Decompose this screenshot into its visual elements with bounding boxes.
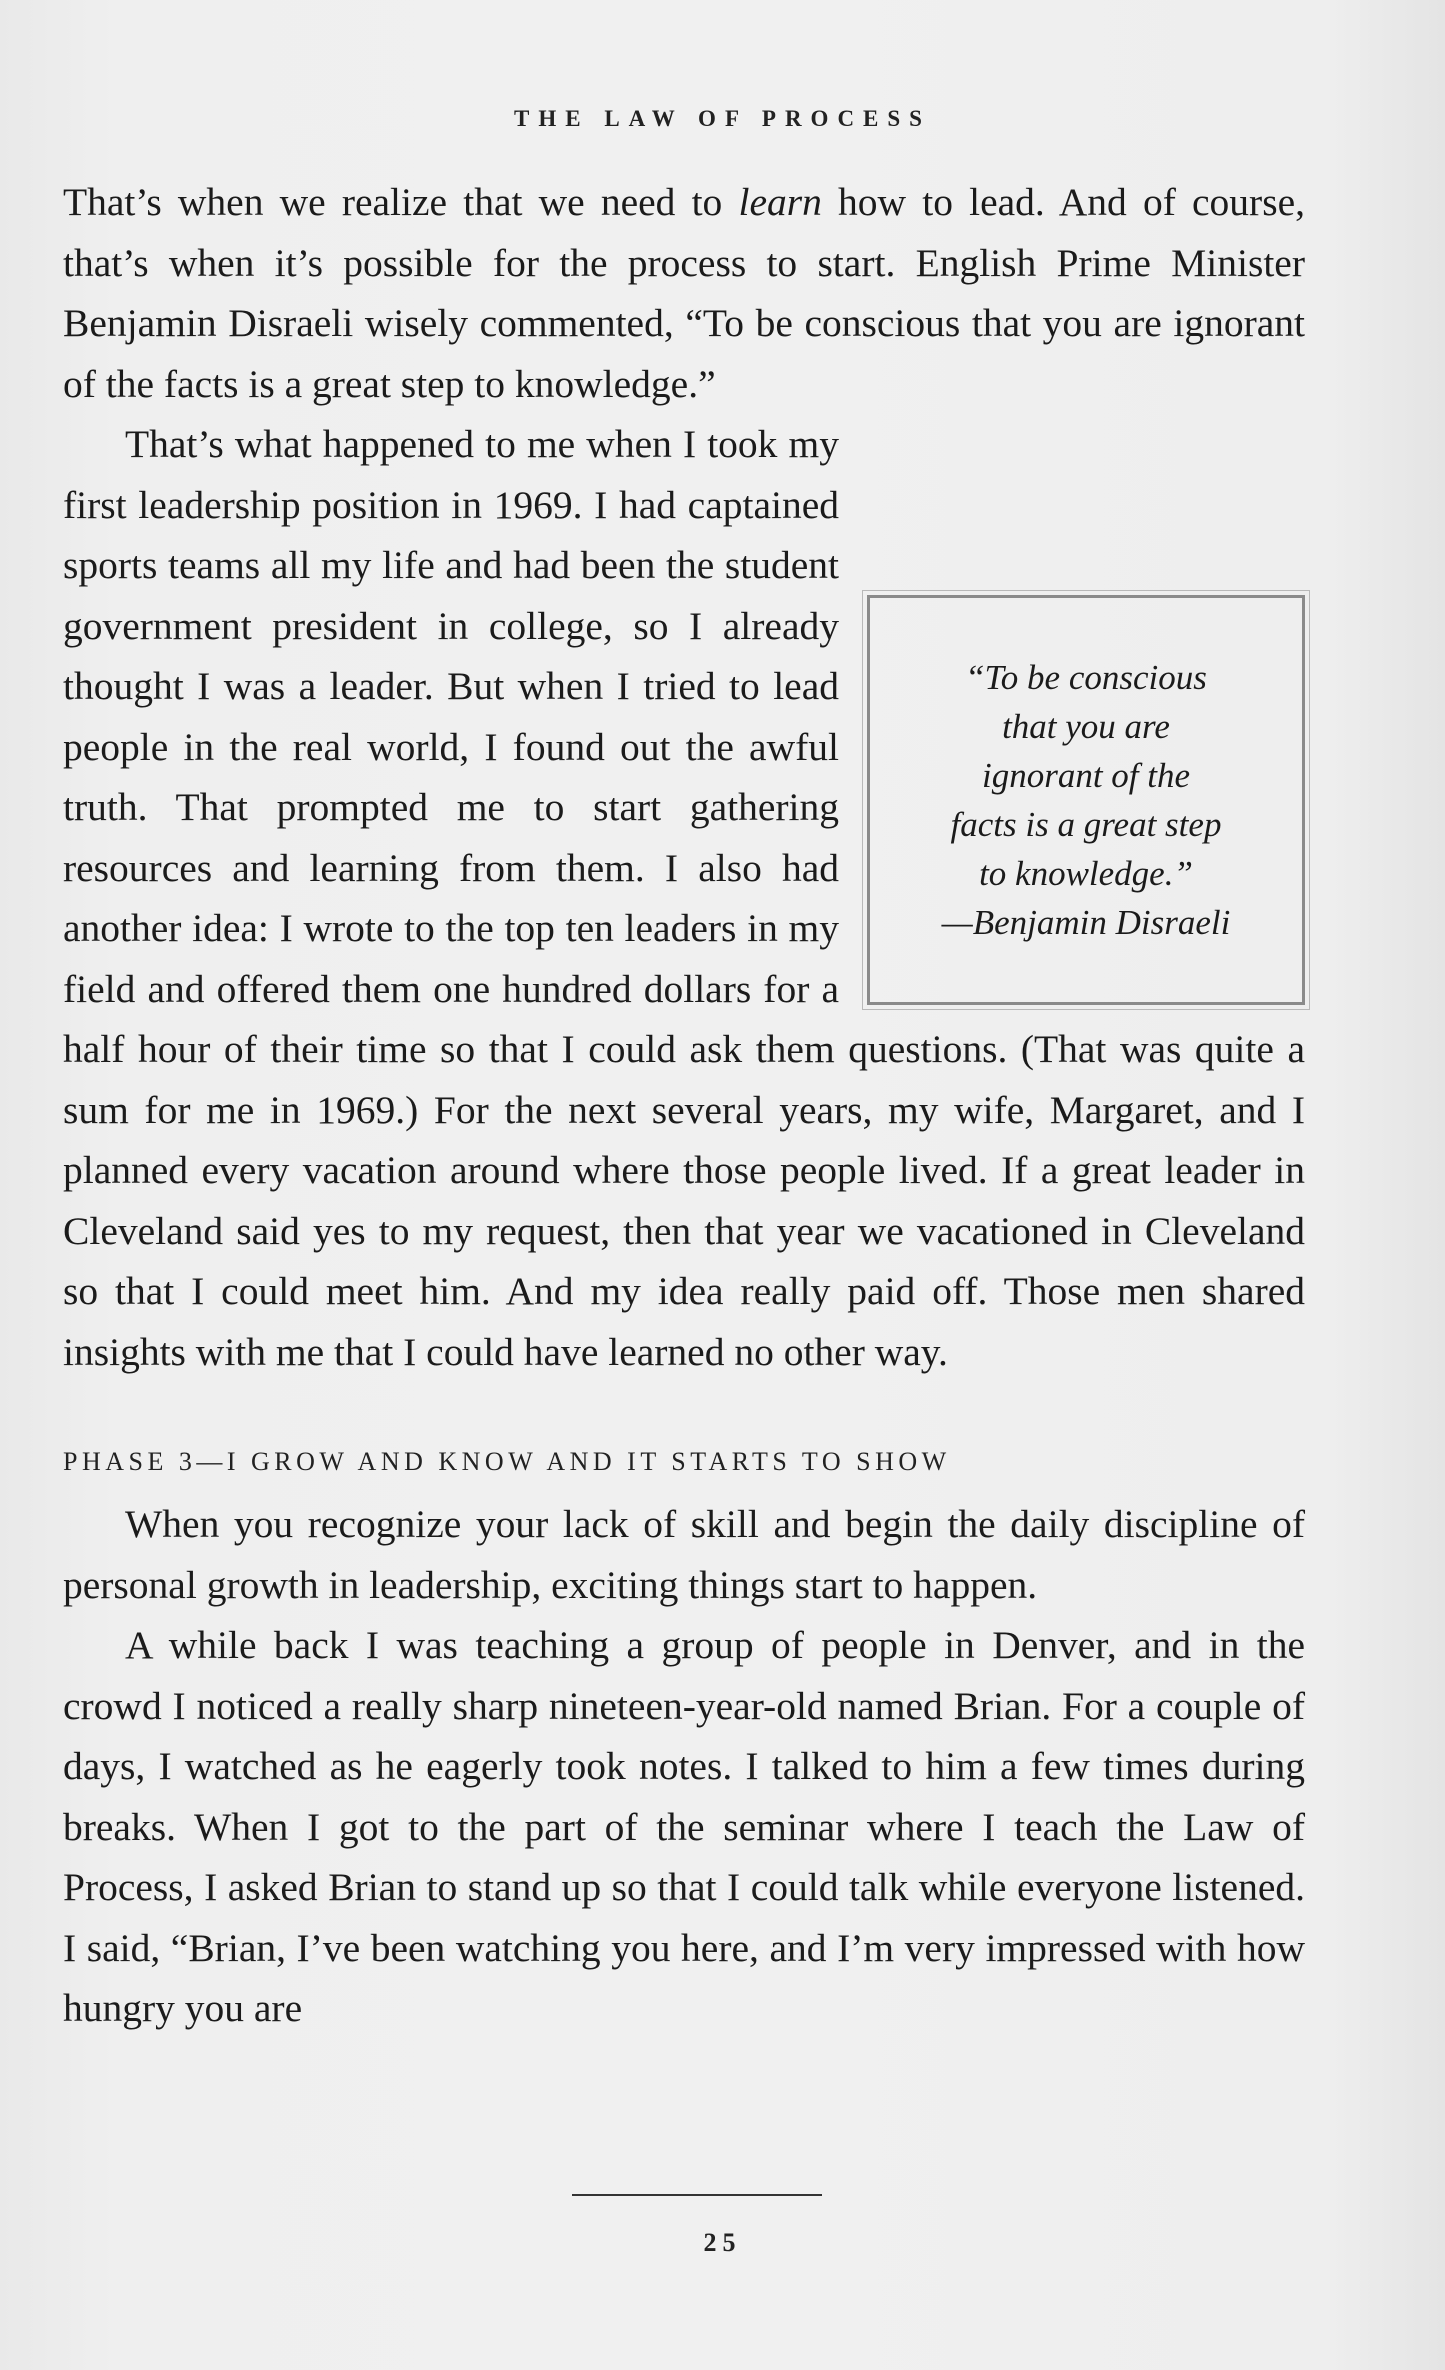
page-number: 25 — [703, 2228, 742, 2257]
footer-rule — [572, 2194, 822, 2196]
pull-quote-attribution: —Benjamin Disraeli — [941, 903, 1231, 942]
paragraph-3: When you recognize your lack of skill and begin the daily discipline of personal growth in leadership, exciting things start to happen. — [63, 1502, 1305, 1607]
paragraph-1-end: how to lead. And of course, that’s when it’s possible for the process to start. English Prime Minister Benjamin Disraeli wisely commented, “To be conscious that you are ignorant of the facts is a great step to knowledge.” — [63, 180, 1305, 406]
running-head: THE LAW OF PROCESS — [514, 106, 931, 131]
paragraph-1-start: That’s when we realize that we need to — [63, 180, 739, 224]
paragraph-1 — [63, 172, 1305, 414]
section-heading-phase-3: PHASE 3—I GROW AND KNOW AND IT STARTS TO SHOW — [63, 1447, 951, 1476]
pull-quote — [896, 653, 1276, 947]
emphasis-learn: learn — [738, 180, 822, 224]
paragraph-2: That’s what happened to me when I took my first leadership position in 1969. I had captained sports teams all my life and had been the student government president in college, so I already thought I was a leader. But when I tried to lead people in the real world, I found out the awful truth. That prompted me to start gathering resources and learning from them. I also had another idea: I wrote to the top ten leaders in my field and offered them one hundred dollars for a half hour of their time so that I could ask them questions. (That was quite a sum for me in 1969.) For the next several years, my wife, Margaret, and I planned every vacation around where those people lived. If a great leader in Cleveland said yes to my request, then that year we vacationed in Cleveland so that I could meet him. And my idea really paid off. Those men shared insights with me that I could have learned no other way. — [63, 422, 1305, 1374]
body-text — [63, 172, 1305, 2039]
pull-quote-box — [867, 595, 1305, 1005]
pull-quote-line: that you are — [1002, 707, 1170, 746]
paragraph-4: A while back I was teaching a group of people in Denver, and in the crowd I noticed a really sharp nineteen-year-old named Brian. For a couple of days, I watched as he eagerly took notes. I talked to him a few times during breaks. When I got to the part of the seminar where I teach the Law of Process, I asked Brian to stand up so that I could talk while everyone listened. I said, “Brian, I’ve been watching you here, and I’m very impressed with how hungry you are — [63, 1623, 1305, 2030]
pull-quote-line: “To be conscious — [965, 658, 1207, 697]
pull-quote-line: to knowledge.” — [979, 854, 1193, 893]
pull-quote-line: ignorant of the — [981, 756, 1191, 795]
pull-quote-line: facts is a great step — [950, 805, 1222, 844]
